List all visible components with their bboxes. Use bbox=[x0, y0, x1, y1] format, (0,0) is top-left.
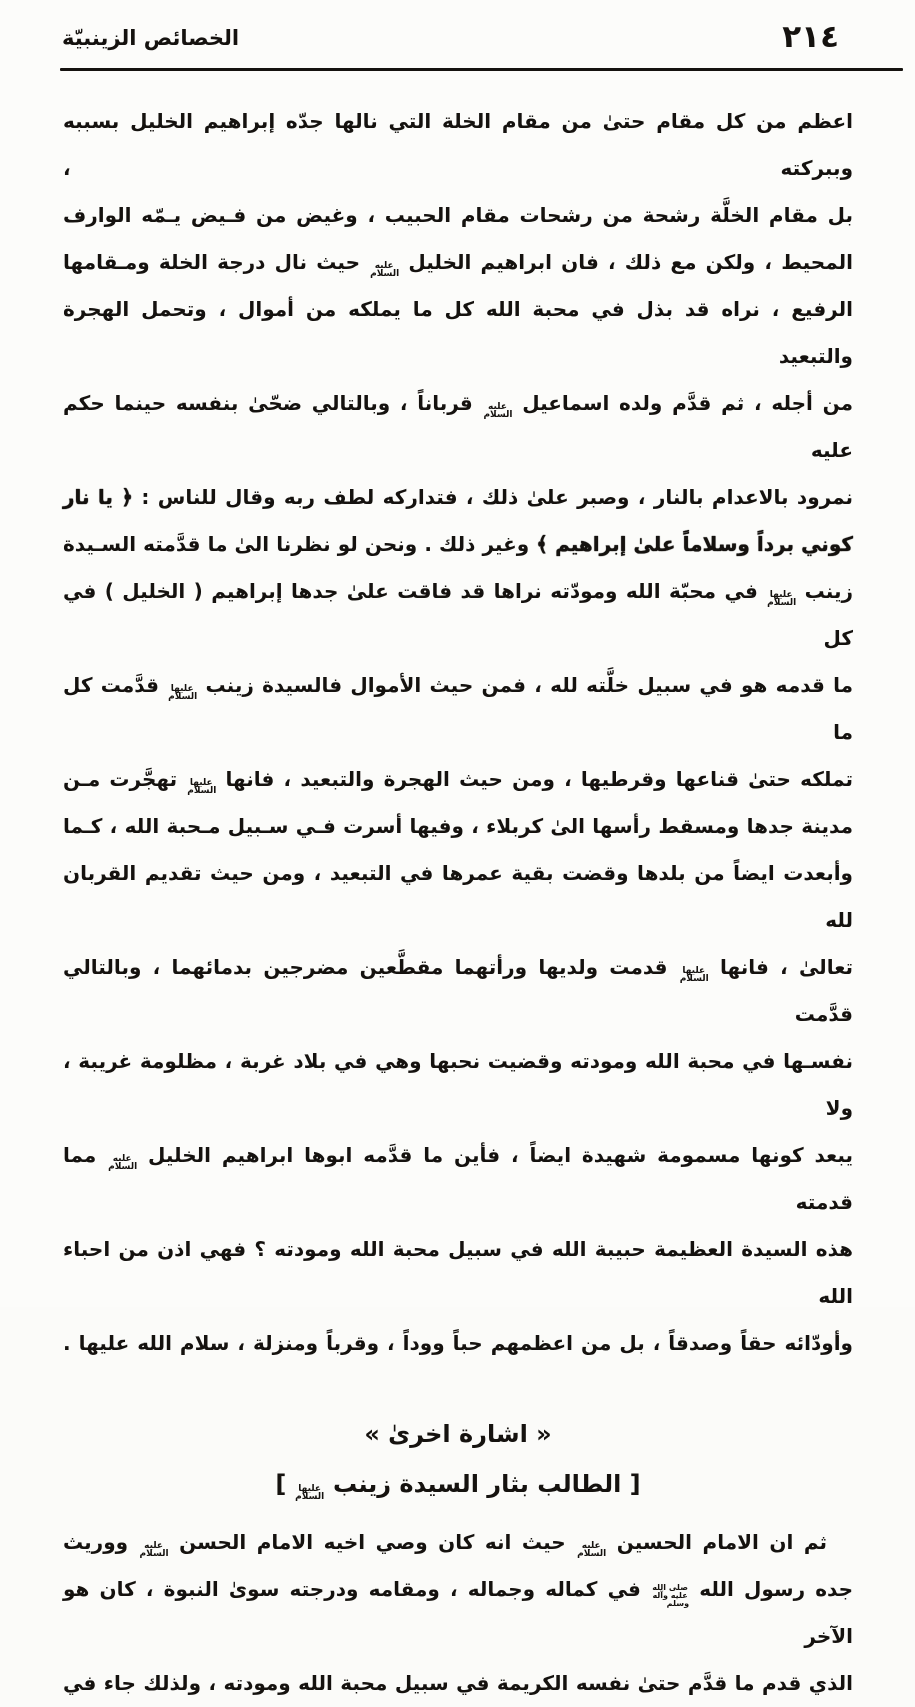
honorific-mark: عليه السلام bbox=[139, 1541, 169, 1559]
text-segment: بل مقام الخلَّة رشحة من رشحات مقام الحبيب ، وغيض من فـيض يـمّه الوارف bbox=[63, 203, 853, 227]
body-text bbox=[63, 98, 853, 1707]
text-segment: حيث انه كان وصي اخيه الامام الحسن bbox=[168, 1530, 577, 1554]
running-header-title: الخصائص الزينبيّة bbox=[62, 26, 240, 50]
honorific-large-mark: صلى الله عليه وآله وسلم bbox=[652, 1583, 690, 1608]
text-line bbox=[63, 1320, 853, 1367]
honorific-mark: عليه السلام bbox=[108, 1154, 138, 1172]
heading bbox=[63, 1409, 853, 1459]
text-line bbox=[63, 756, 853, 803]
text-segment: ووريث bbox=[63, 1530, 139, 1554]
text-line bbox=[63, 803, 853, 850]
text-segment: يبعد كونها مسمومة شهيدة ايضاً ، فأين ما قدَّمه ابوها ابراهيم الخليل bbox=[137, 1143, 854, 1167]
text-segment: تهجَّرت مـن bbox=[63, 767, 187, 791]
text-segment: من أجله ، ثم قدَّم ولده اسماعيل bbox=[512, 391, 853, 415]
text-segment: قدمت ولديها ورأتهما مقطَّعين مضرجين بدمائهما ، وبالتالي قدَّمت bbox=[63, 955, 853, 1026]
text-segment: في كماله وجماله ، ومقامه ودرجته سوىٰ النبوة ، كان هو الآخر bbox=[63, 1577, 853, 1648]
quran-mark: كوني برداً وسلاماً علىٰ إبراهيم ﴾ bbox=[536, 532, 853, 556]
text-segment: الرفيع ، نراه قد بذل في محبة الله كل ما يملكه من أموال ، وتحمل الهجرة والتبعيد bbox=[63, 297, 853, 368]
text-line bbox=[63, 1038, 853, 1132]
honorific-mark: عليه السلام bbox=[577, 1541, 607, 1559]
text-segment: زينب bbox=[796, 579, 853, 603]
text-line bbox=[63, 239, 853, 286]
text-line bbox=[63, 944, 853, 1038]
header-rule bbox=[60, 68, 903, 71]
text-segment: هذه السيدة العظيمة حبيبة الله في سبيل محبة الله ومودته ؟ فهي اذن من احباء الله bbox=[63, 1237, 853, 1308]
subheading bbox=[63, 1459, 853, 1509]
text-segment: نفسـها في محبة الله ومودته وقضيت نحبها وهي في بلاد غربة ، مظلومة غريبة ، ولا bbox=[63, 1049, 853, 1120]
honorific-mark: عليه السلام bbox=[370, 261, 400, 279]
text-segment: تملكه حتىٰ قناعها وقرطيها ، ومن حيث الهجرة والتبعيد ، فانها bbox=[216, 767, 853, 791]
text-segment: اعظم من كل مقام حتىٰ من مقام الخلة التي نالها جدّه إبراهيم الخليل بسببه وببركته ، bbox=[63, 109, 853, 180]
text-line bbox=[63, 1459, 853, 1509]
text-segment: وغير ذلك . ونحن لو نظرنا الىٰ ما قدَّمته السـيدة bbox=[63, 532, 537, 556]
text-segment: نمرود بالاعدام بالنار ، وصبر علىٰ ذلك ، فتداركه لطف ربه وقال للناس : bbox=[133, 485, 853, 509]
text-segment: ] bbox=[275, 1470, 295, 1498]
text-line bbox=[63, 380, 853, 474]
text-line bbox=[63, 1660, 853, 1707]
text-segment: جده رسول الله bbox=[689, 1577, 854, 1601]
text-segment: ما قدمه هو في سبيل خلَّته لله ، فمن حيث الأموال فالسيدة زينب bbox=[197, 673, 853, 697]
text-line bbox=[63, 474, 853, 521]
text-line bbox=[63, 98, 853, 192]
text-line bbox=[63, 1132, 853, 1226]
text-line bbox=[63, 1409, 853, 1459]
text-segment: ثم ان الامام الحسين bbox=[606, 1530, 828, 1554]
text-segment: مدينة جدها ومسقط رأسها الىٰ كربلاء ، وفيها أسرت فـي سـبيل مـحبة الله ، كـما bbox=[63, 814, 853, 838]
honorific-mark: عليها السلام bbox=[187, 778, 217, 796]
text-segment: مما قدمته bbox=[63, 1143, 853, 1214]
page-number: ٢١٤ bbox=[782, 19, 839, 55]
text-line bbox=[63, 1519, 853, 1566]
honorific-mark: عليها السلام bbox=[168, 684, 198, 702]
paragraph bbox=[63, 98, 853, 1367]
honorific-mark: عليه السلام bbox=[483, 402, 513, 420]
text-segment: « اشارة اخرىٰ » bbox=[364, 1420, 552, 1448]
text-segment: الذي قدم ما قدَّم حتىٰ نفسه الكريمة في سبيل محبة الله ومودته ، ولذلك جاء في bbox=[63, 1671, 853, 1695]
text-line bbox=[63, 568, 853, 662]
text-segment: [ الطالب بثار السيدة زينب bbox=[324, 1470, 641, 1498]
text-segment: تعالىٰ ، فانها bbox=[708, 955, 854, 979]
text-segment: حيث نال درجة الخلة ومـقامها bbox=[63, 250, 370, 274]
text-segment: قرباناً ، وبالتالي ضحّىٰ بنفسه حينما حكم عليه bbox=[63, 391, 853, 462]
text-line bbox=[63, 850, 853, 944]
text-segment: وأبعدت ايضاً من بلدها وقضت بقية عمرها في التبعيد ، ومن حيث تقديم القربان لله bbox=[63, 861, 853, 932]
honorific-mark: عليها السلام bbox=[295, 1484, 325, 1502]
text-line bbox=[63, 1566, 853, 1660]
text-line bbox=[63, 1226, 853, 1320]
text-segment: وأودّائه حقاً وصدقاً ، بل من اعظمهم حباً ووداً ، وقرباً ومنزلة ، سلام الله عليها . bbox=[63, 1331, 853, 1355]
text-line bbox=[63, 192, 853, 239]
text-segment: المحيط ، ولكن مع ذلك ، فان ابراهيم الخليل bbox=[399, 250, 853, 274]
text-segment: في محبّة الله ومودّته نراها قد فاقت علىٰ جدها إبراهيم ( الخليل ) في كل bbox=[63, 579, 853, 650]
text-line bbox=[63, 286, 853, 380]
quran-mark: ﴿ يا نار bbox=[63, 485, 134, 509]
text-line bbox=[63, 521, 853, 568]
honorific-mark: عليها السلام bbox=[767, 590, 797, 608]
text-segment: قدَّمت كل ما bbox=[63, 673, 853, 744]
paragraph bbox=[63, 1519, 853, 1707]
text-line bbox=[63, 662, 853, 756]
honorific-mark: عليها السلام bbox=[679, 966, 709, 984]
